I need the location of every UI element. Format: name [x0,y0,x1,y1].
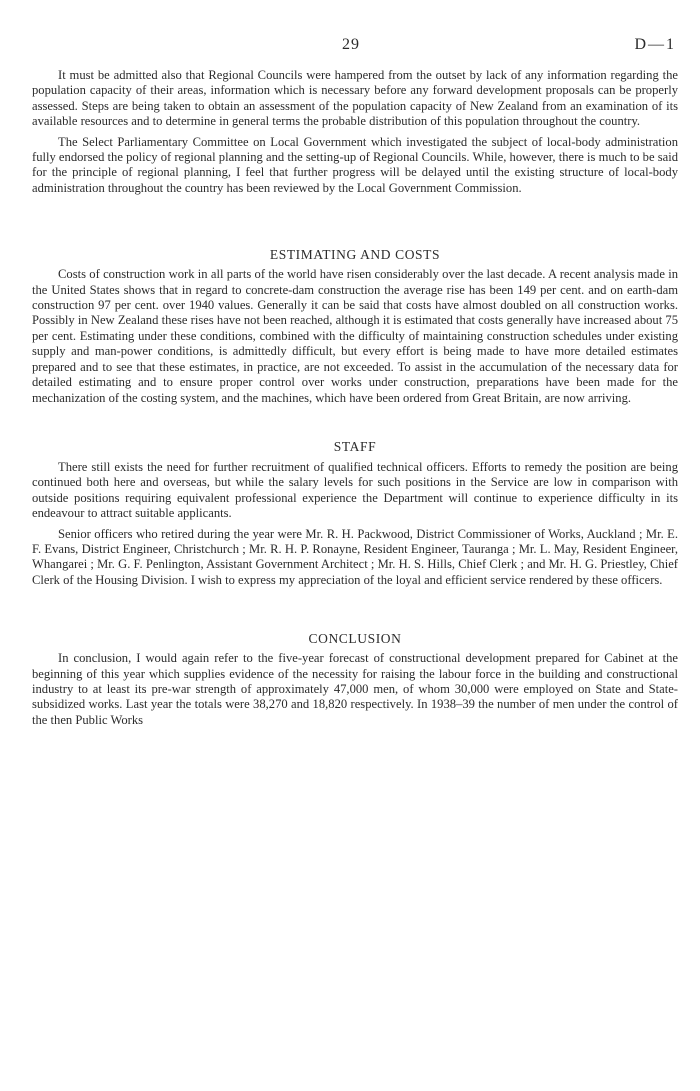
page-header [0,36,700,60]
document-code: D—1 [634,36,676,53]
paragraph-estimating: Costs of construction work in all parts of the world have risen considerably over the last decade. A recent analysis made in the United States shows that in regard to concrete-dam construction the average rise has been 149 per cent. and on earth-dam construction 97 per cent. over 1940 values. Generally it can be said that costs have almost doubled on all construction works. Possibly in New Zealand these rises have not been reached, although it is estimated that costs generally have increased about 75 per cent. Estimating under these conditions, combined with the difficulty of maintaining construction schedules under existing supply and man-power conditions, is admittedly difficult, but every effort is being made to have more detailed estimates prepared and to see that these estimates, in practice, are not exceeded. To assist in the accumulation of the necessary data for detailed estimating and to ensure proper control over works under construction, preparations have been made for the mechanization of the costing system, and the machines, which have been ordered from Great Britain, are now arriving. [32,267,678,405]
page-number: 29 [342,36,360,53]
section-heading-estimating: ESTIMATING AND COSTS [269,247,441,263]
section-heading-conclusion: CONCLUSION [308,631,402,647]
section-heading-staff: STAFF [333,438,377,454]
paragraph-regional-councils: It must be admitted also that Regional Councils were hampered from the outset by lack of any information regarding the population capacity of their areas, information which is necessary before any forward development proposals can be properly assessed. Steps are being taken to obtain an assessment of the population capacity of New Zealand from an examination of its available resources and to determine in general terms the probable distribution of this population throughout the country. [32,68,678,129]
page-body [32,68,678,728]
staff-section [32,439,678,588]
paragraph-select-committee: The Select Parliamentary Committee on Local Government which investigated the subject of local-body administration fully endorsed the policy of regional planning and the setting-up of Regional Councils. While, however, there is much to be said for the principle of regional planning, I feel that further progress will be delayed until the existing structure of local-body administration throughout the country has been reviewed by the Local Government Commission. [32,134,678,195]
conclusion-section [32,631,678,728]
intro-section [32,68,678,196]
estimating-section [32,247,678,406]
paragraph-conclusion: In conclusion, I would again refer to the five-year forecast of constructional development prepared for Cabinet at the beginning of this year which supplies evidence of the necessity for raising the labour force in the building and constructional industry to at least its pre-war strength of approximately 47,000 men, of whom 30,000 were employed on State and State-subsidized works. Last year the totals were 38,270 and 18,820 respectively. In 1938–39 the number of men under the control of the then Public Works [32,651,678,727]
paragraph-staff-recruitment: There still exists the need for further recruitment of qualified technical officers. Efforts to remedy the position are being continued both here and overseas, but while the salary levels for such positions in the Service are low in comparison with outside positions requiring equivalent professional experience the Department will continue to experience difficulty in its endeavour to attract suitable applicants. [32,459,678,521]
paragraph-staff-retirements: Senior officers who retired during the year were Mr. R. H. Packwood, District Commissioner of Works, Auckland ; Mr. E. F. Evans, District Engineer, Christchurch ; Mr. R. H. P. Ronayne, Resident Engineer, Tauranga ; Mr. L. May, Resident Engineer, Whangarei ; Mr. G. F. Penlington, Assistant Government Architect ; Mr. H. S. Hills, Chief Clerk ; and Mr. H. G. Priestley, Chief Clerk of the Housing Division. I wish to express my appreciation of the loyal and efficient service rendered by these officers. [32,526,678,587]
